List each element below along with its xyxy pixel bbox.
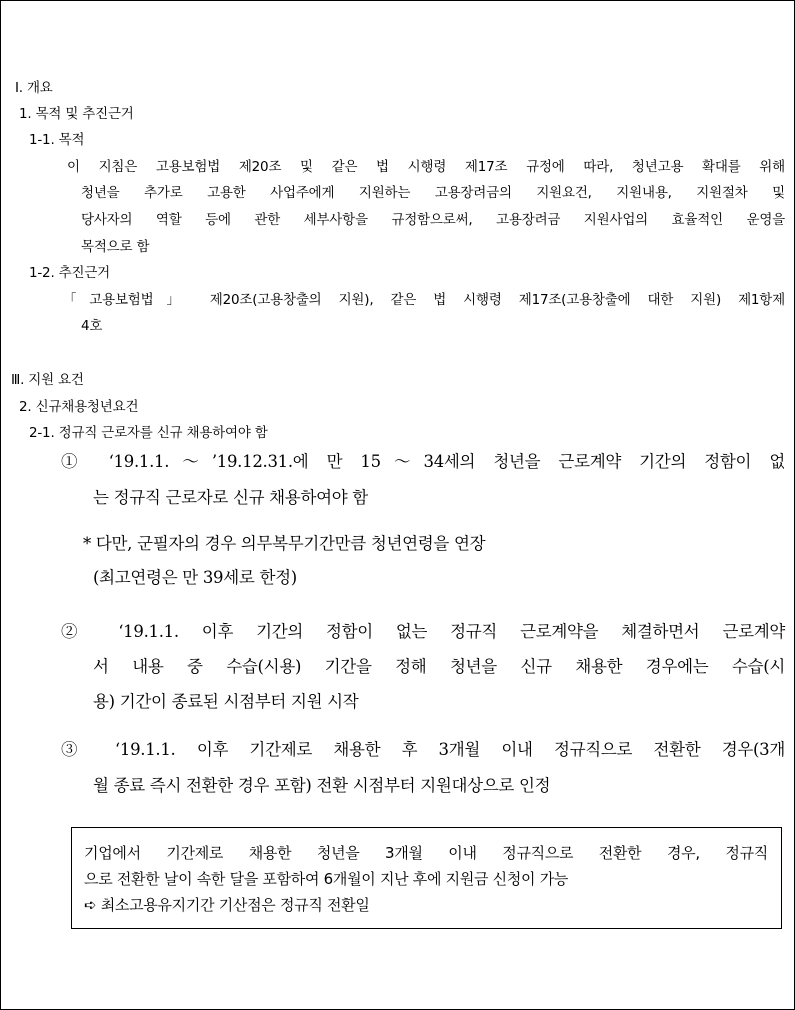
purpose-line-4: 목적으로 함 xyxy=(81,239,150,255)
purpose-line-3: 당사자의 역할 등에 관한 세부사항을 규정함으로써, 고용장려금 지원사업의 효율적인 운영을 xyxy=(81,212,785,228)
item-2-line-1: ② ‘19.1.1. 이후 기간의 정함이 없는 정규직 근로계약을 체결하면서 근로계약 xyxy=(61,622,785,641)
subsection-1-2-heading: 1-2. 추진근거 xyxy=(29,265,110,281)
purpose-line-2: 청년을 추가로 고용한 사업주에게 지원하는 고용장려금의 지원요건, 지원내용, 지원절차 및 xyxy=(81,185,785,201)
box-line-3: ➪ 최소고용유지기간 기산점은 정규직 전환일 xyxy=(84,896,370,914)
subsection-2-heading: 2. 신규채용청년요건 xyxy=(19,399,139,415)
item-3-line-1: ③ ‘19.1.1. 이후 기간제로 채용한 후 3개월 이내 정규직으로 전환한 경우(3개 xyxy=(61,740,785,759)
subsection-1-1-heading: 1-1. 목적 xyxy=(29,132,85,148)
note-box xyxy=(71,827,782,929)
note-line-2: (최고연령은 만 39세로 한정) xyxy=(93,568,297,587)
note-line-1: * 다만, 군필자의 경우 의무복무기간만큼 청년연령을 연장 xyxy=(83,534,486,553)
subsection-1-heading: 1. 목적 및 추진근거 xyxy=(19,106,134,122)
item-3-line-2: 월 종료 즉시 전환한 경우 포함) 전환 시점부터 지원대상으로 인정 xyxy=(93,776,551,795)
section-3-heading: Ⅲ. 지원 요건 xyxy=(11,372,84,388)
basis-line-1: 「고용보험법」 제20조(고용창출의 지원), 같은 법 시행령 제17조(고용창출에 대한 지원) 제1항제 xyxy=(63,292,785,308)
section-1-heading: Ⅰ. 개요 xyxy=(15,80,53,96)
box-line-1: 기업에서 기간제로 채용한 청년을 3개월 이내 정규직으로 전환한 경우, 정규직 xyxy=(84,844,768,862)
subsection-2-1-heading: 2-1. 정규직 근로자를 신규 채용하여야 함 xyxy=(29,425,268,441)
box-line-2: 으로 전환한 날이 속한 달을 포함하여 6개월이 지난 후에 지원금 신청이 가능 xyxy=(84,870,569,888)
item-1-line-1: ① ‘19.1.1.～’19.12.31.에 만 15～34세의 청년을 근로계약 기간의 정함이 없 xyxy=(61,452,785,471)
purpose-line-1: 이 지침은 고용보험법 제20조 및 같은 법 시행령 제17조 규정에 따라, 청년고용 확대를 위해 xyxy=(67,159,785,175)
item-2-line-3: 용) 기간이 종료된 시점부터 지원 시작 xyxy=(93,692,359,711)
basis-line-2: 4호 xyxy=(81,318,103,334)
item-1-line-2: 는 정규직 근로자로 신규 채용하여야 함 xyxy=(93,488,368,507)
item-2-line-2: 서 내용 중 수습(시용) 기간을 정해 청년을 신규 채용한 경우에는 수습(시 xyxy=(93,657,785,676)
